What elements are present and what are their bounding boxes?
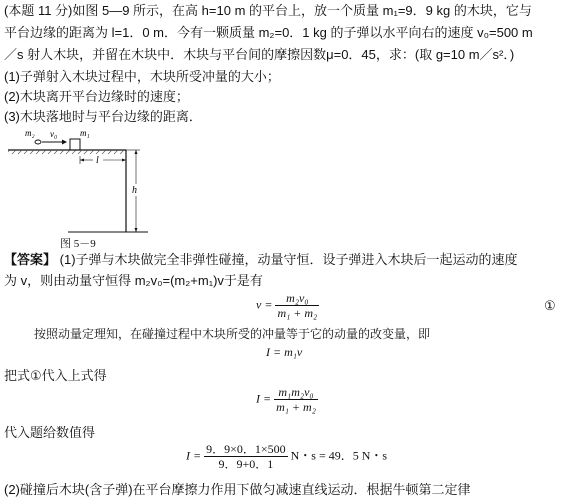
label-m1: m₁ [80,128,90,138]
eq1-lhs: v = [256,297,273,312]
problem-line-3: ／s 射人木块，并留在木块中．木块与平台间的摩擦因数μ=0．45，求：(取 g=10 m／s²．) [4,47,515,62]
bullet-shape [35,140,41,144]
eq4-lhs: I = [186,448,202,463]
question-2: (2)木块离开平台边缘时的速度； [4,89,189,104]
eq3-denominator: m₁ + m₂ [276,400,316,414]
question-1: (1)子弹射入木块过程中，木块所受冲量的大小； [4,69,280,84]
eq4-rhs: N・s = 49．5 N・s [290,448,388,463]
eq3-lhs: I = [256,391,272,406]
equation-4 [186,442,387,471]
block-shape [70,139,80,150]
eq4-numerator: 9．9×0．1×500 [206,442,286,456]
label-m2: m₂ [25,128,35,138]
eq3-numerator: m₁m₂v₀ [274,385,318,400]
problem-line-1: (本题 11 分)如图 5—9 所示，在高 h=10 m 的平台上，放一个质量 m₁=9．9 kg 的木块，它与 [4,3,532,18]
answer-line-2: 为 v，则由动量守恒得 m₂v₀=(m₂+m₁)v于是有 [4,273,263,288]
equation-1 [256,291,319,320]
eq3-fraction [274,385,318,414]
eq1-fraction [275,291,319,320]
eq1-marker: ① [544,298,556,313]
question-3: (3)木块落地时与平台边缘的距离． [4,109,202,124]
eq1-denominator: m₁ + m₂ [277,306,318,320]
eq4-denominator: 9．9+0．1 [218,457,274,471]
answer-text-4: 代入题给数值得 [4,425,96,440]
answer-line-last: (2)碰撞后木块(含子弹)在平台摩擦力作用下做匀减速直线运动．根据牛顿第二定律 [4,482,471,497]
figure-caption: 图 5－9 [60,238,96,250]
answer-line-1 [4,252,518,268]
physics-figure [8,124,148,234]
problem-line-2: 平台边缘的距离为 l=1．0 m．今有一颗质量 m₂=0．1 kg 的子弹以水平向右的速度 v₀=500 m [4,25,533,40]
label-v0: v₀ [50,129,58,139]
eq1-numerator: m₂v₀ [275,291,319,306]
label-l: l [96,155,99,166]
eq4-fraction [204,442,288,471]
answer-text-1: (1)子弹与木块做完全非弹性碰撞，动量守恒．设子弹进入木块后一起运动的速度 [59,252,518,267]
answer-text-3: 把式①代入上式得 [4,368,107,383]
equation-3 [256,385,318,414]
equation-2: I = m₁v [266,345,303,359]
answer-text-2: 按照动量定理知，在碰撞过程中木块所受的冲量等于它的动量的改变量，即 [34,327,431,341]
answer-tag: 【答案】 [4,252,57,267]
label-h: h [132,185,137,196]
